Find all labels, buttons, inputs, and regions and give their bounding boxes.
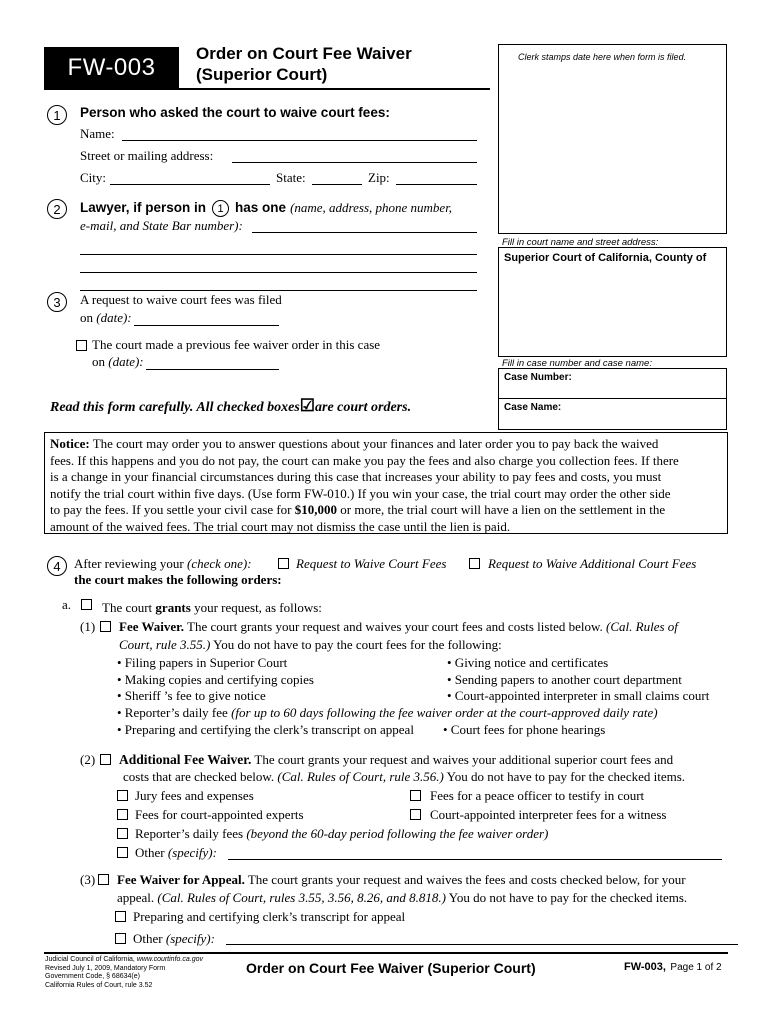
p3-number: (3) (80, 872, 96, 887)
section-4-after (74, 556, 252, 572)
notice-line-1 (50, 436, 724, 453)
section-2-heading-post: has one (235, 200, 287, 215)
state-field[interactable] (312, 184, 362, 185)
request-additional-fees-label: Request to Waive Additional Court Fees (488, 556, 697, 571)
footer-title: Order on Court Fee Waiver (Superior Court) (246, 960, 536, 976)
experts-fees-checkbox[interactable] (117, 809, 128, 820)
reporter-daily-fees-pre: Reporter’s daily fees (135, 826, 244, 841)
item-a-post: your request, as follows: (194, 600, 322, 615)
p1-right-item-1: • Giving notice and certificates (447, 655, 609, 670)
footer-page (624, 957, 722, 975)
item-a-grants: grants (155, 600, 191, 615)
additional-fee-waiver-checkbox[interactable] (100, 754, 111, 765)
case-fill-label: Fill in case number and case name: (502, 358, 652, 369)
footer-rule (44, 952, 728, 954)
request-waive-fees-label: Request to Waive Court Fees (296, 556, 447, 571)
read-form-post: are court orders. (315, 400, 412, 415)
notice-line-5-post: or more, the trial court will have a lien on the settlement in the (340, 502, 666, 517)
footer-page-number: Page 1 of 2 (670, 962, 722, 973)
section-2-heading-pre: Lawyer, if person in (80, 200, 207, 215)
p1-reporter-item (117, 705, 658, 721)
p2-text1: The court grants your request and waives your additional superior court fees and (254, 752, 674, 767)
header-rule (44, 88, 490, 90)
checked-box-icon: ☑ (299, 396, 316, 415)
p1-text2: You do not have to pay the court fees for the following: (213, 637, 502, 652)
p3-text2-pre: appeal. (117, 890, 155, 905)
p1-text1-italic: (Cal. Rules of (606, 619, 678, 634)
city-field[interactable] (110, 184, 270, 185)
zip-label: Zip: (368, 170, 390, 185)
p2-line2 (123, 769, 685, 785)
p1-right-item-3: • Court-appointed interpreter in small claims court (447, 688, 710, 703)
notice-line-1-text: The court may order you to answer questions about your finances and later order you to pay back the waived (92, 436, 659, 451)
clerk-stamp-label: Clerk stamps date here when form is filed. (518, 52, 687, 62)
p2-text2-italic: (Cal. Rules of Court, rule 3.56.) (277, 769, 444, 784)
notice-label: Notice: (50, 436, 90, 451)
p1-left-item-1: • Filing papers in Superior Court (117, 655, 288, 670)
form-id: FW-003 (67, 54, 156, 81)
footer-line-4: California Rules of Court, rule 3.52 (45, 981, 153, 989)
witness-interpreter-checkbox[interactable] (410, 809, 421, 820)
p3-other-field[interactable] (226, 944, 738, 945)
notice-amount: $10,000 (294, 502, 337, 517)
previous-order-checkbox[interactable] (76, 340, 87, 351)
p1-prep-item: • Preparing and certifying the clerk’s transcript on appeal (117, 722, 414, 737)
peace-officer-label: Fees for a peace officer to testify in court (430, 788, 645, 803)
jury-fees-label: Jury fees and expenses (135, 788, 254, 803)
item-a-pre: The court (102, 600, 153, 615)
state-label: State: (276, 170, 306, 185)
witness-interpreter-label: Court-appointed interpreter fees for a witness (430, 807, 667, 822)
footer-line-1-pre: Judicial Council of California, (45, 956, 135, 963)
footer-line-2: Revised July 1, 2009, Mandatory Form (45, 964, 166, 972)
p2-other-label (135, 845, 217, 861)
lawyer-field-2[interactable] (80, 254, 477, 255)
p3-other-checkbox[interactable] (115, 933, 126, 944)
previous-order-line1: The court made a previous fee waiver order in this case (92, 337, 381, 352)
previous-order-date-label: (date): (108, 354, 144, 369)
clerk-stamp-box (498, 44, 727, 234)
form-id-badge (44, 47, 179, 89)
section-2-heading (80, 199, 452, 217)
street-label: Street or mailing address: (80, 148, 214, 163)
p1-reporter-pre: • Reporter’s daily fee (117, 705, 228, 720)
section-4-number: 4 (47, 556, 67, 576)
city-label: City: (80, 170, 107, 185)
section-2-line2: e-mail, and State Bar number): (80, 218, 243, 233)
reporter-daily-fees-checkbox[interactable] (117, 828, 128, 839)
section-1-heading: Person who asked the court to waive court fees: (80, 105, 390, 120)
footer-website: www.courtinfo.ca.gov (136, 956, 203, 963)
p1-number: (1) (80, 619, 96, 634)
jury-fees-checkbox[interactable] (117, 790, 128, 801)
lawyer-field-4[interactable] (80, 290, 477, 291)
case-number-label: Case Number: (504, 372, 572, 383)
section-1-number: 1 (47, 105, 67, 125)
p1-reporter-italic: (for up to 60 days following the fee waiver order at the court-approved daily rate) (231, 705, 658, 720)
p2-text2-pre: costs that are checked below. (123, 769, 275, 784)
footer-line-3: Government Code, § 68634(e) (45, 973, 140, 981)
lawyer-field-1[interactable] (252, 232, 477, 233)
section-3-on: on (80, 310, 93, 325)
clerk-transcript-checkbox[interactable] (115, 911, 126, 922)
reporter-daily-fees-italic: (beyond the 60-day period following the fee waiver order) (246, 826, 549, 841)
previous-order-line2 (92, 354, 144, 370)
zip-field[interactable] (396, 184, 477, 185)
section-2-number: 2 (47, 199, 67, 219)
footer-left (45, 956, 203, 990)
p1-right-list (447, 655, 709, 705)
filed-date-field[interactable] (134, 325, 279, 326)
footer-form-id: FW-003, (624, 961, 666, 973)
p2-title: Additional Fee Waiver. (119, 752, 252, 767)
peace-officer-checkbox[interactable] (410, 790, 421, 801)
read-form-notice (50, 396, 411, 416)
section-3-line2 (80, 310, 132, 326)
p3-other-pre: Other (133, 931, 163, 946)
name-field[interactable] (122, 140, 477, 141)
p3-title: Fee Waiver for Appeal. (117, 872, 245, 887)
lawyer-field-3[interactable] (80, 272, 477, 273)
item-a-text (102, 600, 322, 616)
case-name-label: Case Name: (504, 402, 562, 413)
notice-line-2: fees. If this happens and you do not pay, the court can make you pay the fees and also charge you collection fees. If there (50, 452, 679, 468)
notice-line-6: amount of the waived fees. The trial court may not dismiss the case until the lien is paid. (50, 518, 511, 534)
p3-other-specify: (specify): (165, 931, 215, 946)
p2-text2-post: You do not have to pay for the checked items. (446, 769, 686, 784)
p1-line1 (119, 619, 678, 635)
appeal-fee-waiver-checkbox[interactable] (98, 874, 109, 885)
read-form-pre: Read this form carefully. All checked boxes (50, 400, 300, 415)
p1-text2-italic: Court, rule 3.55.) (119, 637, 211, 652)
notice-line-3: is a change in your financial circumstances during this case that increases your ability to pay fees and costs, you must (50, 469, 662, 484)
previous-order-date-field[interactable] (146, 369, 279, 370)
court-fill-label: Fill in court name and street address: (502, 237, 659, 248)
experts-fees-label: Fees for court-appointed experts (135, 807, 304, 822)
reporter-daily-fees-label (135, 826, 548, 842)
case-box-divider (498, 398, 727, 399)
item-a-label: a. (62, 597, 72, 612)
orders-line: the court makes the following orders: (74, 572, 282, 587)
form-title-line1: Order on Court Fee Waiver (196, 44, 412, 63)
p3-line2 (117, 890, 687, 906)
court-name: Superior Court of California, County of (504, 252, 707, 264)
clerk-transcript-label: Preparing and certifying clerk’s transcript for appeal (133, 909, 406, 924)
fee-waiver-checkbox[interactable] (100, 621, 111, 632)
p1-right-item-2: • Sending papers to another court department (447, 671, 682, 687)
footer-line-1 (45, 956, 203, 965)
p2-other-field[interactable] (228, 859, 722, 860)
notice-line-4: notify the trial court within five days. (Use form FW-010.) If you win your case, the trial court may order the other side (50, 485, 671, 501)
p1-line2 (119, 637, 502, 653)
section-3-date-label: (date): (96, 310, 132, 325)
p3-line1 (117, 872, 686, 888)
section-4-check-one: (check one): (187, 556, 252, 571)
notice-line-5 (50, 502, 724, 519)
p3-text2-post: You do not have to pay for the checked items. (448, 890, 688, 905)
p1-left-item-3: • Sheriff ’s fee to give notice (117, 688, 266, 703)
p2-line1 (119, 752, 673, 768)
notice-text (50, 436, 724, 535)
p3-other-label (133, 931, 215, 947)
p2-other-checkbox[interactable] (117, 847, 128, 858)
form-title-line2: (Superior Court) (196, 65, 328, 84)
name-label: Name: (80, 126, 115, 141)
previous-order-on: on (92, 354, 105, 369)
section-2-ref-number: 1 (212, 200, 229, 217)
notice-line-5-pre: to pay the fees. If you settle your civil case for (50, 502, 292, 517)
section-3-line1: A request to waive court fees was filed (80, 292, 282, 307)
section-3-number: 3 (47, 292, 67, 312)
p1-title: Fee Waiver. (119, 619, 184, 634)
request-waive-fees-checkbox[interactable] (278, 558, 289, 569)
p1-left-list (117, 655, 314, 705)
section-2-heading-italic: (name, address, phone number, (290, 200, 453, 215)
p1-phone-item: • Court fees for phone hearings (443, 722, 606, 737)
p3-text1: The court grants your request and waives the fees and costs checked below, for your (247, 872, 686, 887)
section-4-after-pre: After reviewing your (74, 556, 184, 571)
p2-other-pre: Other (135, 845, 165, 860)
p3-text2-italic: (Cal. Rules of Court, rules 3.55, 3.56, 8.26, and 8.818.) (157, 890, 446, 905)
street-field[interactable] (232, 162, 477, 163)
p1-left-item-2: • Making copies and certifying copies (117, 671, 314, 687)
p1-text1: The court grants your request and waives your court fees and costs listed below. (187, 619, 603, 634)
item-a-checkbox[interactable] (81, 599, 92, 610)
p2-number: (2) (80, 752, 96, 767)
p2-other-specify: (specify): (167, 845, 217, 860)
request-additional-fees-checkbox[interactable] (469, 558, 480, 569)
